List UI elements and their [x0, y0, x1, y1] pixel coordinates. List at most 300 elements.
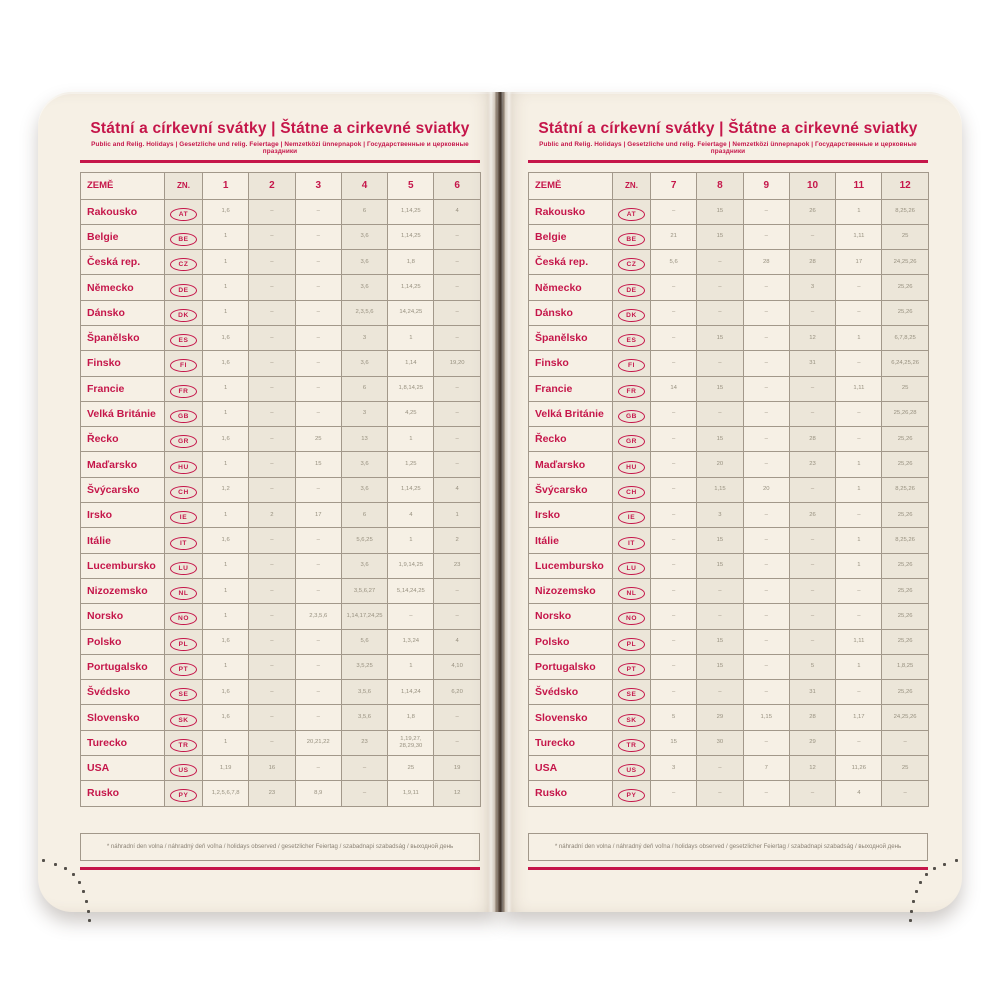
table-row	[81, 351, 481, 376]
holiday-cell: –	[743, 730, 789, 755]
holiday-cell: 28	[743, 250, 789, 275]
holiday-cell: –	[789, 781, 835, 806]
holiday-cell: 15	[697, 654, 743, 679]
holiday-cell: –	[295, 680, 341, 705]
holiday-cell: 20	[743, 477, 789, 502]
holiday-cell: –	[882, 730, 928, 755]
table-row	[529, 604, 929, 629]
holiday-cell: 4,25	[388, 401, 434, 426]
column-header-country: ZEMĚ	[81, 172, 165, 199]
country-code-cell	[165, 553, 203, 578]
holiday-cell: –	[651, 781, 697, 806]
holiday-cell: 6,24,25,26	[882, 351, 928, 376]
country-name: Velká Británie	[529, 401, 613, 426]
holiday-cell: –	[434, 730, 480, 755]
holiday-cell: –	[743, 376, 789, 401]
column-header-month: 1	[203, 172, 249, 199]
holiday-cell: –	[249, 452, 295, 477]
holiday-cell: 1,8,14,25	[388, 376, 434, 401]
country-code-badge: PY	[618, 789, 645, 802]
holiday-cell: 2,3,5,6	[295, 604, 341, 629]
country-code-badge: FI	[170, 359, 197, 372]
table-row	[529, 224, 929, 249]
country-code-cell	[613, 376, 651, 401]
table-row	[81, 250, 481, 275]
holiday-cell: –	[651, 503, 697, 528]
holiday-cell: 3	[789, 275, 835, 300]
holiday-cell: –	[434, 300, 480, 325]
holiday-cell: 1,2,5,6,7,8	[203, 781, 249, 806]
table-row	[529, 781, 929, 806]
country-code-cell	[613, 351, 651, 376]
holiday-cell: –	[651, 275, 697, 300]
holiday-cell: –	[249, 401, 295, 426]
holiday-cell: 29	[697, 705, 743, 730]
column-header-month: 10	[789, 172, 835, 199]
holiday-cell: 1	[388, 654, 434, 679]
holiday-cell: 31	[789, 351, 835, 376]
table-row	[529, 629, 929, 654]
holiday-cell: –	[836, 578, 882, 603]
table-row	[81, 578, 481, 603]
column-header-month: 9	[743, 172, 789, 199]
holiday-cell: 20,21,22	[295, 730, 341, 755]
holiday-cell: –	[295, 376, 341, 401]
country-name: Německo	[529, 275, 613, 300]
column-header-code: ZN.	[613, 172, 651, 199]
holiday-cell: –	[651, 553, 697, 578]
country-code-cell	[613, 199, 651, 224]
holiday-cell: –	[434, 705, 480, 730]
holiday-cell: 19,20	[434, 351, 480, 376]
holiday-cell: –	[651, 477, 697, 502]
holiday-cell: 1	[203, 578, 249, 603]
holiday-cell: 3	[341, 401, 387, 426]
holiday-cell: 1,11	[836, 224, 882, 249]
holiday-cell: 1,6	[203, 427, 249, 452]
column-header-month: 8	[697, 172, 743, 199]
country-code-cell	[165, 503, 203, 528]
stitching-dots-left	[42, 859, 45, 862]
table-row	[81, 325, 481, 350]
holiday-cell: –	[743, 680, 789, 705]
holiday-cell: 1	[203, 224, 249, 249]
holiday-cell: –	[651, 629, 697, 654]
holiday-cell: –	[295, 401, 341, 426]
country-code-cell	[613, 275, 651, 300]
holiday-cell: –	[295, 351, 341, 376]
holiday-cell: 1	[836, 553, 882, 578]
holiday-cell: –	[295, 325, 341, 350]
country-name: Řecko	[529, 427, 613, 452]
column-header-month: 5	[388, 172, 434, 199]
table-row	[81, 604, 481, 629]
holiday-cell: –	[651, 578, 697, 603]
country-code-cell	[165, 325, 203, 350]
country-name: Finsko	[529, 351, 613, 376]
title-rule	[528, 160, 928, 163]
holiday-cell: –	[651, 351, 697, 376]
country-name: Španělsko	[81, 325, 165, 350]
country-code-cell	[165, 351, 203, 376]
page-title: Státní a církevní svátky | Štátne a cirkevné sviatky	[538, 120, 918, 137]
holiday-cell: –	[743, 275, 789, 300]
holiday-cell: 25,26,28	[882, 401, 928, 426]
holiday-cell: 25,26	[882, 452, 928, 477]
holiday-cell: 1	[203, 300, 249, 325]
country-name: Švédsko	[81, 680, 165, 705]
country-code-badge: SE	[618, 688, 645, 701]
country-code-cell	[165, 376, 203, 401]
holiday-cell: –	[743, 528, 789, 553]
holiday-cell: 1	[836, 528, 882, 553]
table-row	[81, 756, 481, 781]
table-row	[529, 452, 929, 477]
country-code-badge: CH	[618, 486, 645, 499]
holiday-cell: 4	[836, 781, 882, 806]
holiday-cell: –	[743, 351, 789, 376]
country-code-badge: GR	[618, 435, 645, 448]
country-code-badge: LU	[618, 562, 645, 575]
country-code-cell	[165, 224, 203, 249]
holiday-cell: –	[249, 680, 295, 705]
country-code-badge: PY	[170, 789, 197, 802]
country-code-cell	[165, 680, 203, 705]
holiday-cell: 3	[651, 756, 697, 781]
holiday-cell: 5,6,25	[341, 528, 387, 553]
holiday-cell: –	[651, 528, 697, 553]
country-code-badge: GR	[170, 435, 197, 448]
holiday-cell: –	[434, 604, 480, 629]
country-code-badge: ES	[618, 334, 645, 347]
holiday-cell: –	[434, 427, 480, 452]
holiday-cell: 4	[434, 477, 480, 502]
holiday-cell: 1,6	[203, 199, 249, 224]
holiday-cell: 25,26	[882, 604, 928, 629]
holiday-cell: –	[295, 705, 341, 730]
holiday-cell: 25,26	[882, 629, 928, 654]
holiday-cell: 25,26	[882, 503, 928, 528]
table-row	[81, 401, 481, 426]
country-name: Rakousko	[529, 199, 613, 224]
country-code-cell	[613, 578, 651, 603]
holiday-cell: –	[434, 452, 480, 477]
holiday-cell: –	[249, 553, 295, 578]
holiday-cell: 28	[789, 705, 835, 730]
country-code-badge: AT	[170, 208, 197, 221]
holiday-cell: 2	[434, 528, 480, 553]
country-code-cell	[613, 654, 651, 679]
holiday-cell: –	[249, 730, 295, 755]
holiday-cell: –	[295, 528, 341, 553]
book-gutter	[495, 92, 505, 912]
column-header-month: 2	[249, 172, 295, 199]
holiday-cell: 1	[203, 376, 249, 401]
holiday-cell: 1,6	[203, 680, 249, 705]
holiday-cell: –	[295, 199, 341, 224]
country-name: Irsko	[529, 503, 613, 528]
holiday-cell: 25	[295, 427, 341, 452]
table-row	[529, 401, 929, 426]
title-rule	[80, 160, 480, 163]
holiday-table-body-left	[81, 199, 481, 806]
holiday-cell: –	[651, 401, 697, 426]
holiday-cell: 3	[697, 503, 743, 528]
table-row	[81, 781, 481, 806]
country-code-badge: DE	[170, 284, 197, 297]
holiday-cell: 1,15	[697, 477, 743, 502]
holiday-cell: 2	[249, 503, 295, 528]
country-code-badge: IT	[618, 537, 645, 550]
page-left	[38, 92, 497, 912]
holiday-cell: 25,26	[882, 275, 928, 300]
holiday-cell: –	[697, 781, 743, 806]
holiday-cell: –	[789, 604, 835, 629]
column-header-month: 6	[434, 172, 480, 199]
holiday-cell: –	[249, 250, 295, 275]
table-row	[81, 528, 481, 553]
holiday-cell: 7	[743, 756, 789, 781]
page-title: Státní a církevní svátky | Štátne a cirkevné sviatky	[90, 120, 470, 137]
holiday-cell: –	[836, 503, 882, 528]
holiday-cell: 4	[388, 503, 434, 528]
holiday-cell: 1,8	[388, 250, 434, 275]
holiday-cell: 25,26	[882, 578, 928, 603]
holiday-cell: 1,6	[203, 325, 249, 350]
country-name: Irsko	[81, 503, 165, 528]
holiday-cell: –	[651, 604, 697, 629]
column-header-month: 11	[836, 172, 882, 199]
table-row	[81, 705, 481, 730]
holiday-cell: 1,25	[388, 452, 434, 477]
country-name: Švédsko	[529, 680, 613, 705]
bottom-rule	[528, 867, 928, 870]
table-row	[81, 275, 481, 300]
country-code-badge: HU	[618, 461, 645, 474]
country-name: Norsko	[81, 604, 165, 629]
holiday-cell: 6	[341, 376, 387, 401]
country-code-cell	[165, 578, 203, 603]
holiday-cell: 3,5,6,27	[341, 578, 387, 603]
holiday-cell: –	[295, 224, 341, 249]
holiday-cell: 5,6	[341, 629, 387, 654]
holiday-cell: 1	[836, 452, 882, 477]
holiday-cell: –	[249, 300, 295, 325]
country-code-badge: PT	[618, 663, 645, 676]
holiday-cell: –	[836, 680, 882, 705]
holiday-cell: –	[743, 781, 789, 806]
holiday-cell: –	[697, 578, 743, 603]
holiday-cell: –	[789, 224, 835, 249]
holiday-cell: –	[249, 705, 295, 730]
country-name: Řecko	[81, 427, 165, 452]
holiday-table-left	[80, 172, 481, 807]
holiday-cell: 1,8	[388, 705, 434, 730]
holiday-cell: 25,26	[882, 427, 928, 452]
page-subtitle: Public and Relig. Holidays | Gesetzliche und relig. Feiertage | Nemzetközi ünnepnapok | Государственные и церковные праздники	[91, 141, 469, 155]
holiday-table-right	[528, 172, 929, 807]
country-code-badge: FI	[618, 359, 645, 372]
country-code-cell	[613, 300, 651, 325]
holiday-cell: 17	[836, 250, 882, 275]
holiday-cell: –	[697, 300, 743, 325]
country-code-cell	[165, 705, 203, 730]
table-row	[81, 629, 481, 654]
holiday-cell: –	[697, 351, 743, 376]
holiday-cell: –	[651, 300, 697, 325]
country-code-cell	[165, 654, 203, 679]
holiday-cell: –	[836, 300, 882, 325]
holiday-cell: –	[836, 351, 882, 376]
table-row	[81, 680, 481, 705]
holiday-cell: 1,15	[743, 705, 789, 730]
holiday-cell: 15	[697, 553, 743, 578]
holiday-cell: –	[249, 224, 295, 249]
holiday-cell: –	[743, 629, 789, 654]
table-row	[81, 503, 481, 528]
country-code-cell	[613, 224, 651, 249]
holiday-cell: –	[836, 275, 882, 300]
country-code-cell	[613, 427, 651, 452]
country-name: USA	[529, 756, 613, 781]
country-code-badge: TR	[618, 739, 645, 752]
country-name: Maďarsko	[81, 452, 165, 477]
country-code-cell	[613, 629, 651, 654]
holiday-cell: –	[743, 503, 789, 528]
country-code-cell	[165, 452, 203, 477]
holiday-cell: 1	[203, 604, 249, 629]
holiday-cell: 1	[203, 730, 249, 755]
country-name: Slovensko	[81, 705, 165, 730]
holiday-cell: 24,25,26	[882, 705, 928, 730]
page-right	[503, 92, 962, 912]
holiday-cell: –	[789, 578, 835, 603]
country-name: Česká rep.	[81, 250, 165, 275]
holiday-cell: –	[295, 578, 341, 603]
holiday-cell: 6	[341, 503, 387, 528]
table-row	[529, 730, 929, 755]
holiday-cell: 5	[651, 705, 697, 730]
table-row	[529, 578, 929, 603]
holiday-cell: –	[697, 680, 743, 705]
country-code-badge: SK	[170, 714, 197, 727]
table-row	[529, 680, 929, 705]
holiday-cell: 1	[388, 325, 434, 350]
holiday-cell: –	[249, 477, 295, 502]
country-code-cell	[613, 452, 651, 477]
table-header-row	[81, 172, 481, 199]
table-row	[81, 224, 481, 249]
holiday-cell: 1	[388, 528, 434, 553]
country-name: USA	[81, 756, 165, 781]
holiday-cell: 1,17	[836, 705, 882, 730]
holiday-cell: –	[249, 275, 295, 300]
holiday-cell: 13	[341, 427, 387, 452]
holiday-cell: 15	[697, 629, 743, 654]
country-code-cell	[165, 401, 203, 426]
holiday-cell: 1,6	[203, 629, 249, 654]
holiday-cell: 12	[789, 756, 835, 781]
table-row	[529, 477, 929, 502]
holiday-cell: 1,19,27, 28,29,30	[388, 730, 434, 755]
table-row	[529, 300, 929, 325]
holiday-cell: 1	[388, 427, 434, 452]
holiday-cell: –	[743, 654, 789, 679]
holiday-cell: 1,6	[203, 351, 249, 376]
column-header-code: ZN.	[165, 172, 203, 199]
table-row	[529, 553, 929, 578]
country-name: Německo	[81, 275, 165, 300]
holiday-cell: 15	[697, 224, 743, 249]
holiday-cell: 8,25,26	[882, 199, 928, 224]
holiday-cell: –	[743, 224, 789, 249]
holiday-cell: 1	[203, 452, 249, 477]
holiday-cell: 12	[789, 325, 835, 350]
holiday-cell: 28	[789, 427, 835, 452]
table-row	[529, 250, 929, 275]
holiday-cell: 29	[789, 730, 835, 755]
holiday-cell: –	[836, 604, 882, 629]
holiday-cell: 1,14,25	[388, 477, 434, 502]
country-code-cell	[165, 629, 203, 654]
country-code-cell	[613, 604, 651, 629]
country-name: Dánsko	[529, 300, 613, 325]
holiday-cell: –	[341, 781, 387, 806]
holiday-cell: –	[434, 401, 480, 426]
holiday-cell: –	[295, 553, 341, 578]
holiday-cell: 3,6	[341, 250, 387, 275]
table-row	[529, 199, 929, 224]
holiday-cell: 1	[836, 654, 882, 679]
holiday-cell: –	[743, 427, 789, 452]
country-code-cell	[165, 300, 203, 325]
holiday-cell: –	[434, 376, 480, 401]
table-row	[81, 477, 481, 502]
holiday-cell: –	[295, 250, 341, 275]
country-code-cell	[613, 756, 651, 781]
holiday-cell: 3,6	[341, 553, 387, 578]
country-name: Nizozemsko	[529, 578, 613, 603]
country-code-cell	[613, 705, 651, 730]
country-code-cell	[613, 325, 651, 350]
country-name: Švýcarsko	[81, 477, 165, 502]
holiday-cell: 1,14,24	[388, 680, 434, 705]
holiday-cell: –	[743, 300, 789, 325]
country-name: Itálie	[81, 528, 165, 553]
holiday-cell: –	[743, 553, 789, 578]
country-name: Norsko	[529, 604, 613, 629]
holiday-table-body-right	[529, 199, 929, 806]
holiday-cell: 14,24,25	[388, 300, 434, 325]
table-row	[529, 503, 929, 528]
holiday-cell: –	[295, 756, 341, 781]
holiday-cell: 5,6	[651, 250, 697, 275]
holiday-cell: 20	[697, 452, 743, 477]
holiday-cell: 23	[249, 781, 295, 806]
holiday-cell: –	[295, 477, 341, 502]
holiday-cell: 1,9,14,25	[388, 553, 434, 578]
country-code-badge: AT	[618, 208, 645, 221]
country-name: Portugalsko	[81, 654, 165, 679]
holiday-cell: 8,25,26	[882, 528, 928, 553]
holiday-cell: 1,19	[203, 756, 249, 781]
holiday-cell: –	[651, 325, 697, 350]
table-header-row	[529, 172, 929, 199]
holiday-cell: 1,11	[836, 629, 882, 654]
holiday-cell: 4	[434, 629, 480, 654]
holiday-cell: –	[882, 781, 928, 806]
holiday-cell: –	[249, 578, 295, 603]
